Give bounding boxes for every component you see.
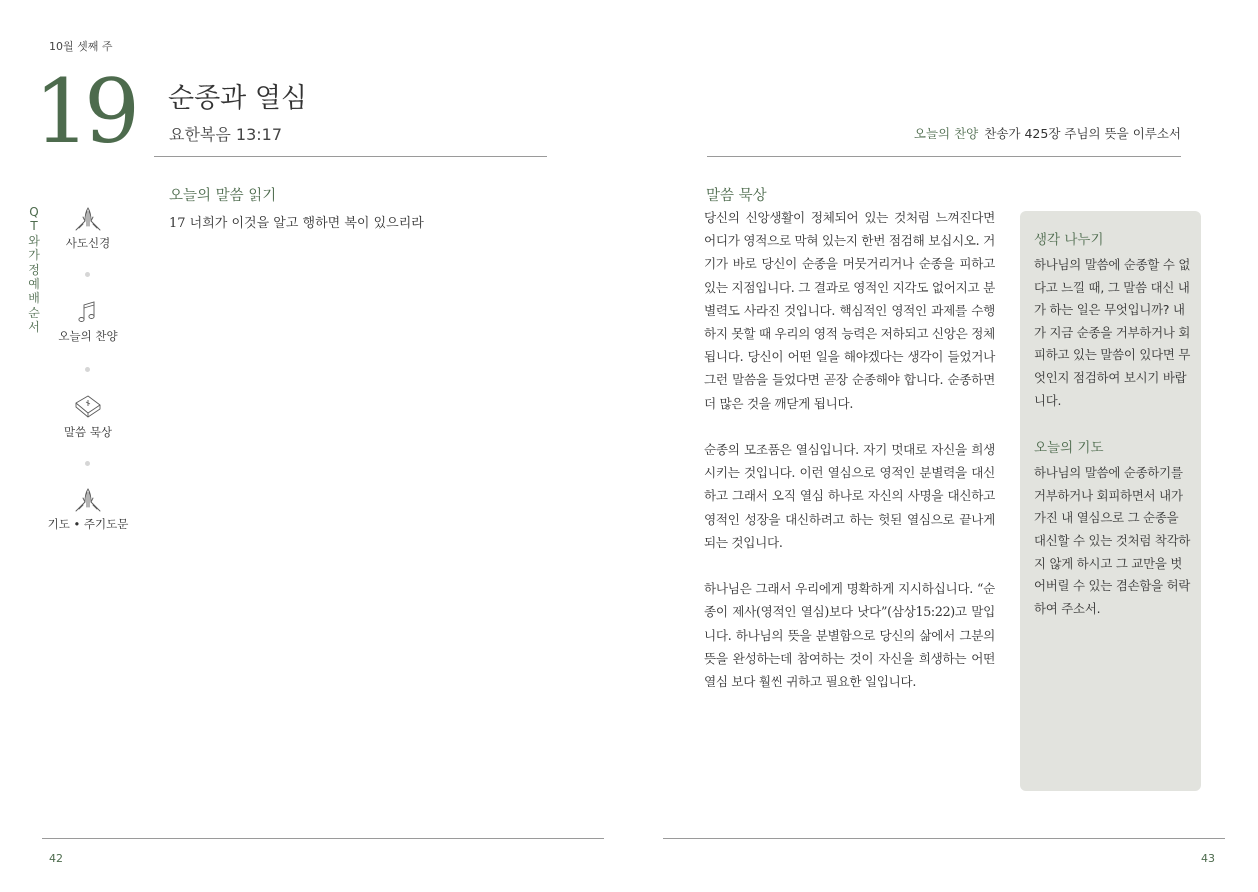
- share-text: 하나님의 말씀에 순종할 수 없다고 느낄 때, 그 말씀 대신 내가 하는 일은 무엇입니까? 내가 지금 순종을 거부하거나 회피하고 있는 말씀이 있다면 무엇인지 점검하여 보시기 바랍니다.: [1034, 257, 1191, 408]
- scripture-reference: 요한복음 13:17: [169, 125, 283, 144]
- day-number: 19: [34, 60, 134, 163]
- reflection-sidebar: [1020, 211, 1201, 791]
- meditation-paragraph: 순종의 모조품은 열심입니다. 자기 멋대로 자신을 희생시키는 것입니다. 이런 열심으로 영적인 분별력을 대신하고 그래서 오직 열심 하나로 자신의 사명을 대신하고 영적인 성장을 대신하려고 하는 헛된 열심으로 끝나게 되는 것입니다.: [704, 442, 995, 550]
- footer-divider-left: [42, 838, 604, 839]
- page-title: 순종과 열심: [168, 83, 307, 114]
- praying-hands-icon: [73, 487, 103, 513]
- reading-heading: 오늘의 말씀 읽기: [169, 188, 277, 204]
- step-label: 오늘의 찬양: [58, 329, 118, 343]
- reading-verse: 17 너희가 이것을 알고 행하면 복이 있으리라: [169, 216, 424, 231]
- step-meditation: [43, 393, 133, 440]
- bible-book-icon: [72, 393, 104, 421]
- hymn-label: 오늘의 찬양: [913, 126, 979, 141]
- title-divider: [154, 156, 547, 157]
- step-separator-dot: [85, 461, 90, 466]
- step-label: 말씀 묵상: [63, 425, 113, 439]
- step-separator-dot: [85, 272, 90, 277]
- meditation-paragraph: 당신의 신앙생활이 정체되어 있는 것처럼 느껴진다면 어디가 영적으로 막혀 있는지 한번 점검해 보십시오. 거기가 바로 당신이 순종을 머뭇거리거나 순종을 피하고 있는 지점입니다. 그 결과로 영적인 지각도 없어지고 분별력도 사라진 것입니다. 핵심적인 영적인 과제를 수행하지 못할 때 우리의 영적 능력은 저하되고 신앙은 정체됩니다. 당신이 어떤 일을 해야겠다는 생각이 들었거나 그런 말씀을 들었다면 곧장 순종해야 합니다. 순종하면 더 많은 것을 깨닫게 됩니다.: [704, 210, 995, 411]
- step-apostles-creed: [43, 206, 133, 251]
- week-label: 10월 셋째 주: [49, 40, 113, 53]
- page-number-right: 43: [1201, 852, 1215, 865]
- step-separator-dot: [85, 367, 90, 372]
- step-prayer: [43, 487, 133, 532]
- hymn-line: [914, 124, 1181, 142]
- step-todays-hymn: [43, 299, 133, 344]
- footer-divider-right: [663, 838, 1225, 839]
- page-number-left: 42: [49, 852, 63, 865]
- share-heading: 생각 나누기: [1034, 232, 1104, 248]
- prayer-heading: 오늘의 기도: [1034, 440, 1104, 457]
- header-divider-right: [707, 156, 1181, 157]
- meditation-body: [704, 206, 995, 716]
- step-label: 사도신경: [65, 236, 111, 250]
- step-label: 기도 • 주기도문: [47, 517, 129, 531]
- meditation-paragraph: 하나님은 그래서 우리에게 명확하게 지시하십니다. “순종이 제사(영적인 열심)보다 낫다”(삼상15:22)고 말입니다. 하나님의 뜻을 분별함으로 당신의 삶에서 그분의 뜻을 완성하는데 참여하는 것이 자신을 희생하는 어떤 열심 보다 훨씬 귀하고 필요한 일입니다.: [704, 581, 995, 690]
- meditation-heading: 말씀 묵상: [706, 188, 767, 204]
- praying-hands-icon: [73, 206, 103, 232]
- qt-order-label: QT와 가정예배 순서: [28, 205, 40, 335]
- music-note-icon: [73, 299, 103, 325]
- hymn-text: 찬송가 425장 주님의 뜻을 이루소서: [984, 126, 1181, 141]
- prayer-text: 하나님의 말씀에 순종하기를 거부하거나 회피하면서 내가 가진 내 열심으로 그 순종을 대신할 수 있는 것처럼 착각하지 않게 하시고 그 교만을 벗어버릴 수 있는 겸손함을 허락하여 주소서.: [1034, 465, 1191, 616]
